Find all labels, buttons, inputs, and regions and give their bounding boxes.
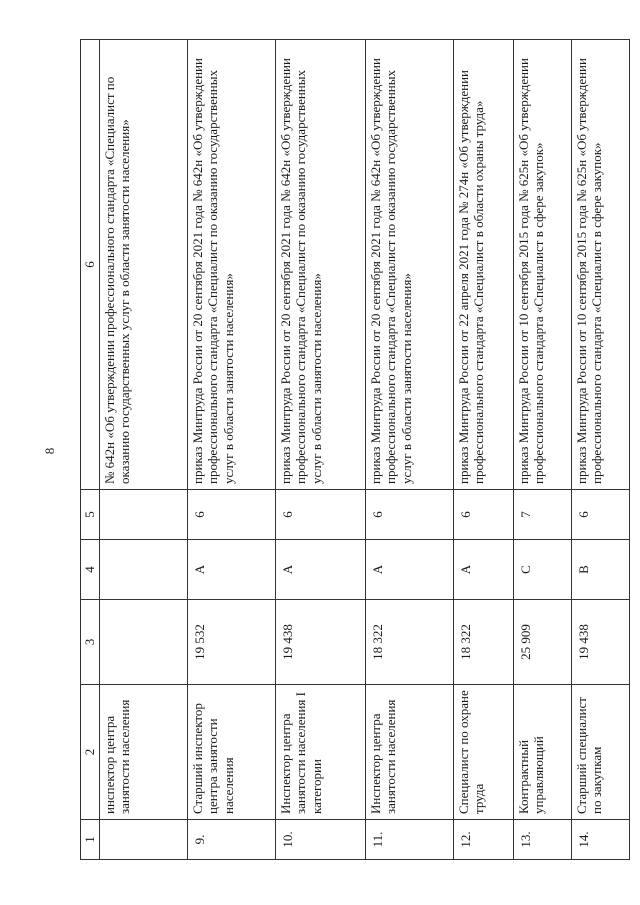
legal-basis: приказ Минтруда России от 20 сентября 2021 года № 642н «Об утверждении профессионального стандарта «Специалист по оказанию государственных услуг в области занятости населения» [275,40,365,490]
position-name: Старший специалист по закупкам [571,685,629,820]
position-name: Специалист по охране труда [453,685,513,820]
position-name: инспектор центра занятости населения [99,685,187,820]
group-value: А [187,540,275,600]
column-header: 4 [81,540,100,600]
legal-basis: № 642н «Об утверждении профессионального стандарта «Специалист по оказанию государственных услуг в области занятости населения» [99,40,187,490]
group-value: В [571,540,629,600]
rotated-table-wrapper [80,40,605,860]
table-row [453,40,513,860]
grade-value: 7 [513,490,571,540]
salary-value: 19 438 [275,600,365,685]
legal-basis: приказ Минтруда России от 10 сентября 2015 года № 625н «Об утверждении профессионального стандарта «Специалист в сфере закупок» [571,40,629,490]
position-name: Инспектор центра занятости населения [365,685,453,820]
table-row [571,40,629,860]
salary-value: 18 322 [365,600,453,685]
column-header: 3 [81,600,100,685]
grade-value: 6 [453,490,513,540]
table-row [187,40,275,860]
grade-value: 6 [187,490,275,540]
salary-value: 19 532 [187,600,275,685]
group-value: А [275,540,365,600]
column-header: 6 [81,40,100,490]
row-number: 13. [513,820,571,860]
grade-value: 6 [571,490,629,540]
grade-value: 6 [365,490,453,540]
grade-value [99,490,187,540]
group-value [99,540,187,600]
page-number: 8 [42,447,57,455]
row-number: 9. [187,820,275,860]
legal-basis: приказ Минтруда России от 10 сентября 2015 года № 625н «Об утверждении профессионального стандарта «Специалист в сфере закупок» [513,40,571,490]
grade-value: 6 [275,490,365,540]
row-number: 10. [275,820,365,860]
row-number: 11. [365,820,453,860]
legal-basis: приказ Минтруда России от 20 сентября 2021 года № 642н «Об утверждении профессионального стандарта «Специалист по оказанию государственных услуг в области занятости населения» [365,40,453,490]
table-header-row [81,40,100,860]
legal-basis: приказ Минтруда России от 20 сентября 2021 года № 642н «Об утверждении профессионального стандарта «Специалист по оказанию государственных услуг в области занятости населения» [187,40,275,490]
table-row [99,40,187,860]
position-name: Контрактный управляющий [513,685,571,820]
group-value: А [365,540,453,600]
staff-table [80,39,630,860]
row-number [99,820,187,860]
salary-value: 18 322 [453,600,513,685]
table-row [365,40,453,860]
salary-value: 25 909 [513,600,571,685]
column-header: 1 [81,820,100,860]
salary-value [99,600,187,685]
column-header: 2 [81,685,100,820]
salary-value: 19 438 [571,600,629,685]
row-number: 12. [453,820,513,860]
legal-basis: приказ Минтруда России от 22 апреля 2021 года № 274н «Об утверждении профессионального стандарта «Специалист в области охраны труда» [453,40,513,490]
group-value: А [453,540,513,600]
row-number: 14. [571,820,629,860]
table-row [275,40,365,860]
position-name: Инспектор центра занятости населения I категории [275,685,365,820]
table-row [513,40,571,860]
position-name: Старший инспектор центра занятости населения [187,685,275,820]
column-header: 5 [81,490,100,540]
group-value: С [513,540,571,600]
